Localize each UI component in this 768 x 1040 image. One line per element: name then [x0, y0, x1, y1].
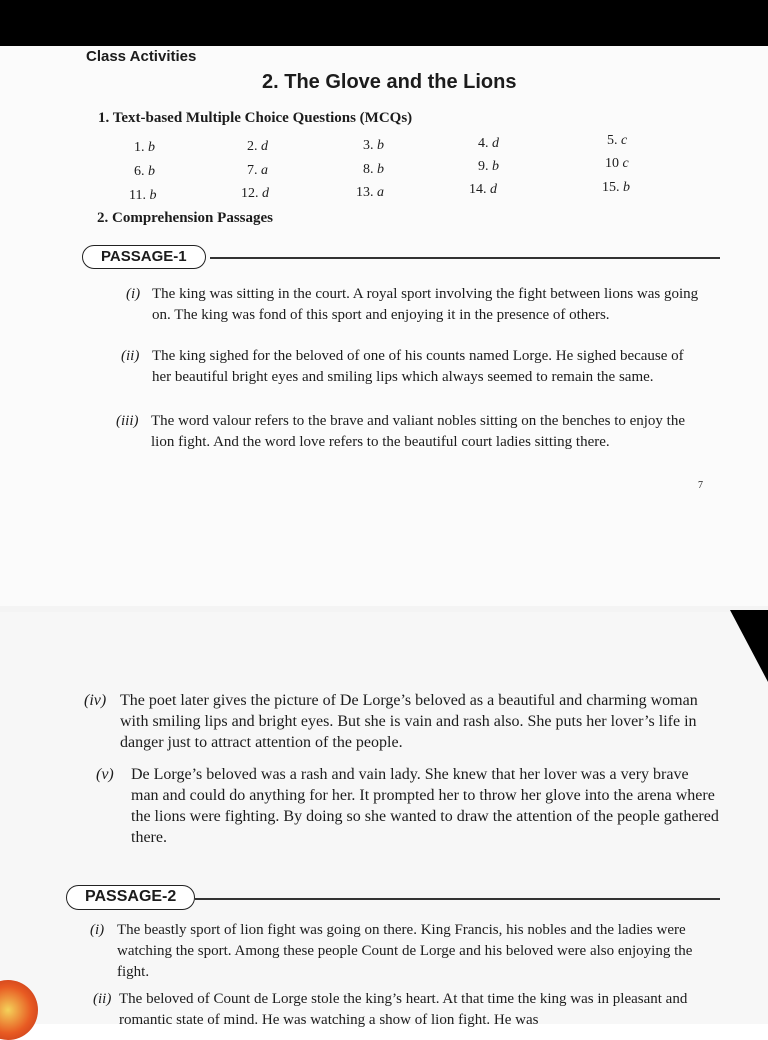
mcq-answer: 14. d [469, 182, 497, 197]
answer-text: The poet later gives the picture of De Lorge’s beloved as a beautiful and charming woman with smiling lips and bright eyes. But she is vain and rash also. She puts her lover’s life in danger just to attract attention of the people. [120, 692, 698, 751]
item-number: (iii) [116, 413, 139, 429]
passage-1-answer-iv [84, 690, 720, 753]
passage-1-answer-v [96, 764, 720, 848]
item-number: (i) [90, 922, 105, 938]
comprehension-heading: 2. Comprehension Passages [97, 210, 273, 226]
page-number: 7 [698, 480, 703, 491]
passage-1-answer-iii [116, 411, 703, 453]
passage-2-label: PASSAGE-2 [66, 885, 195, 910]
mcq-answer: 2. d [247, 139, 268, 154]
passage-2-answer-i [90, 920, 708, 983]
photo-top-edge [0, 0, 768, 46]
answer-text: De Lorge’s beloved was a rash and vain lady. She knew that her lover was a very brave man and could do anything for her. It prompted her to throw her glove into the arena where the lions were fighting. By doing so she wanted to draw the attention of the people gathered there. [131, 766, 719, 846]
passage-1-answer-ii [121, 346, 701, 388]
mcq-answer: 6. b [134, 164, 155, 179]
item-number: (iv) [84, 692, 107, 709]
divider-line [195, 898, 720, 900]
divider-line [210, 257, 720, 259]
chapter-title: 2. The Glove and the Lions [262, 71, 517, 93]
item-number: (v) [96, 766, 114, 783]
mcq-answer: 10 c [605, 156, 629, 171]
item-number: (ii) [93, 991, 112, 1007]
item-number: (ii) [121, 348, 140, 364]
mcq-answer: 7. a [247, 163, 268, 178]
answer-text: The king sighed for the beloved of one of his counts named Lorge. He sighed because of her beautiful bright eyes and smiling lips which always seemed to remain the same. [152, 348, 684, 385]
mcq-answer: 9. b [478, 159, 499, 174]
answer-text: The beloved of Count de Lorge stole the king’s heart. At that time the king was in pleasant and romantic state of mind. He was watching a show of lion fight. He was [119, 991, 688, 1028]
answer-text: The king was sitting in the court. A royal sport involving the fight between lions was going on. The king was fond of this sport and enjoying it in the presence of others. [152, 286, 699, 323]
mcq-answer: 5. c [607, 133, 628, 148]
mcq-answer: 12. d [241, 186, 269, 201]
passage-1-label: PASSAGE-1 [82, 245, 206, 269]
answer-text: The beastly sport of lion fight was going on there. King Francis, his nobles and the ladies were watching the sport. Among these people Count de Lorge and his beloved were also enjoying the fight. [117, 922, 693, 980]
section-label: Class Activities [86, 48, 197, 65]
mcq-answer: 11. b [129, 188, 157, 203]
mcq-answer: 8. b [363, 162, 384, 177]
mcq-answer: 4. d [478, 136, 499, 151]
item-number: (i) [126, 286, 141, 302]
passage-1-answer-i [126, 284, 701, 326]
page-upper [0, 46, 768, 606]
passage-2-answer-ii [93, 989, 708, 1031]
mcq-heading: 1. Text-based Multiple Choice Questions (MCQs) [98, 110, 413, 126]
mcq-answer: 3. b [363, 138, 384, 153]
answer-text: The word valour refers to the brave and valiant nobles sitting on the benches to enjoy the lion fight. And the word love refers to the beautiful court ladies sitting there. [151, 413, 686, 450]
photo-dark-corner [730, 610, 768, 682]
mcq-answer: 1. b [134, 140, 155, 155]
mcq-answer: 13. a [356, 185, 384, 200]
mcq-answer: 15. b [602, 180, 630, 195]
